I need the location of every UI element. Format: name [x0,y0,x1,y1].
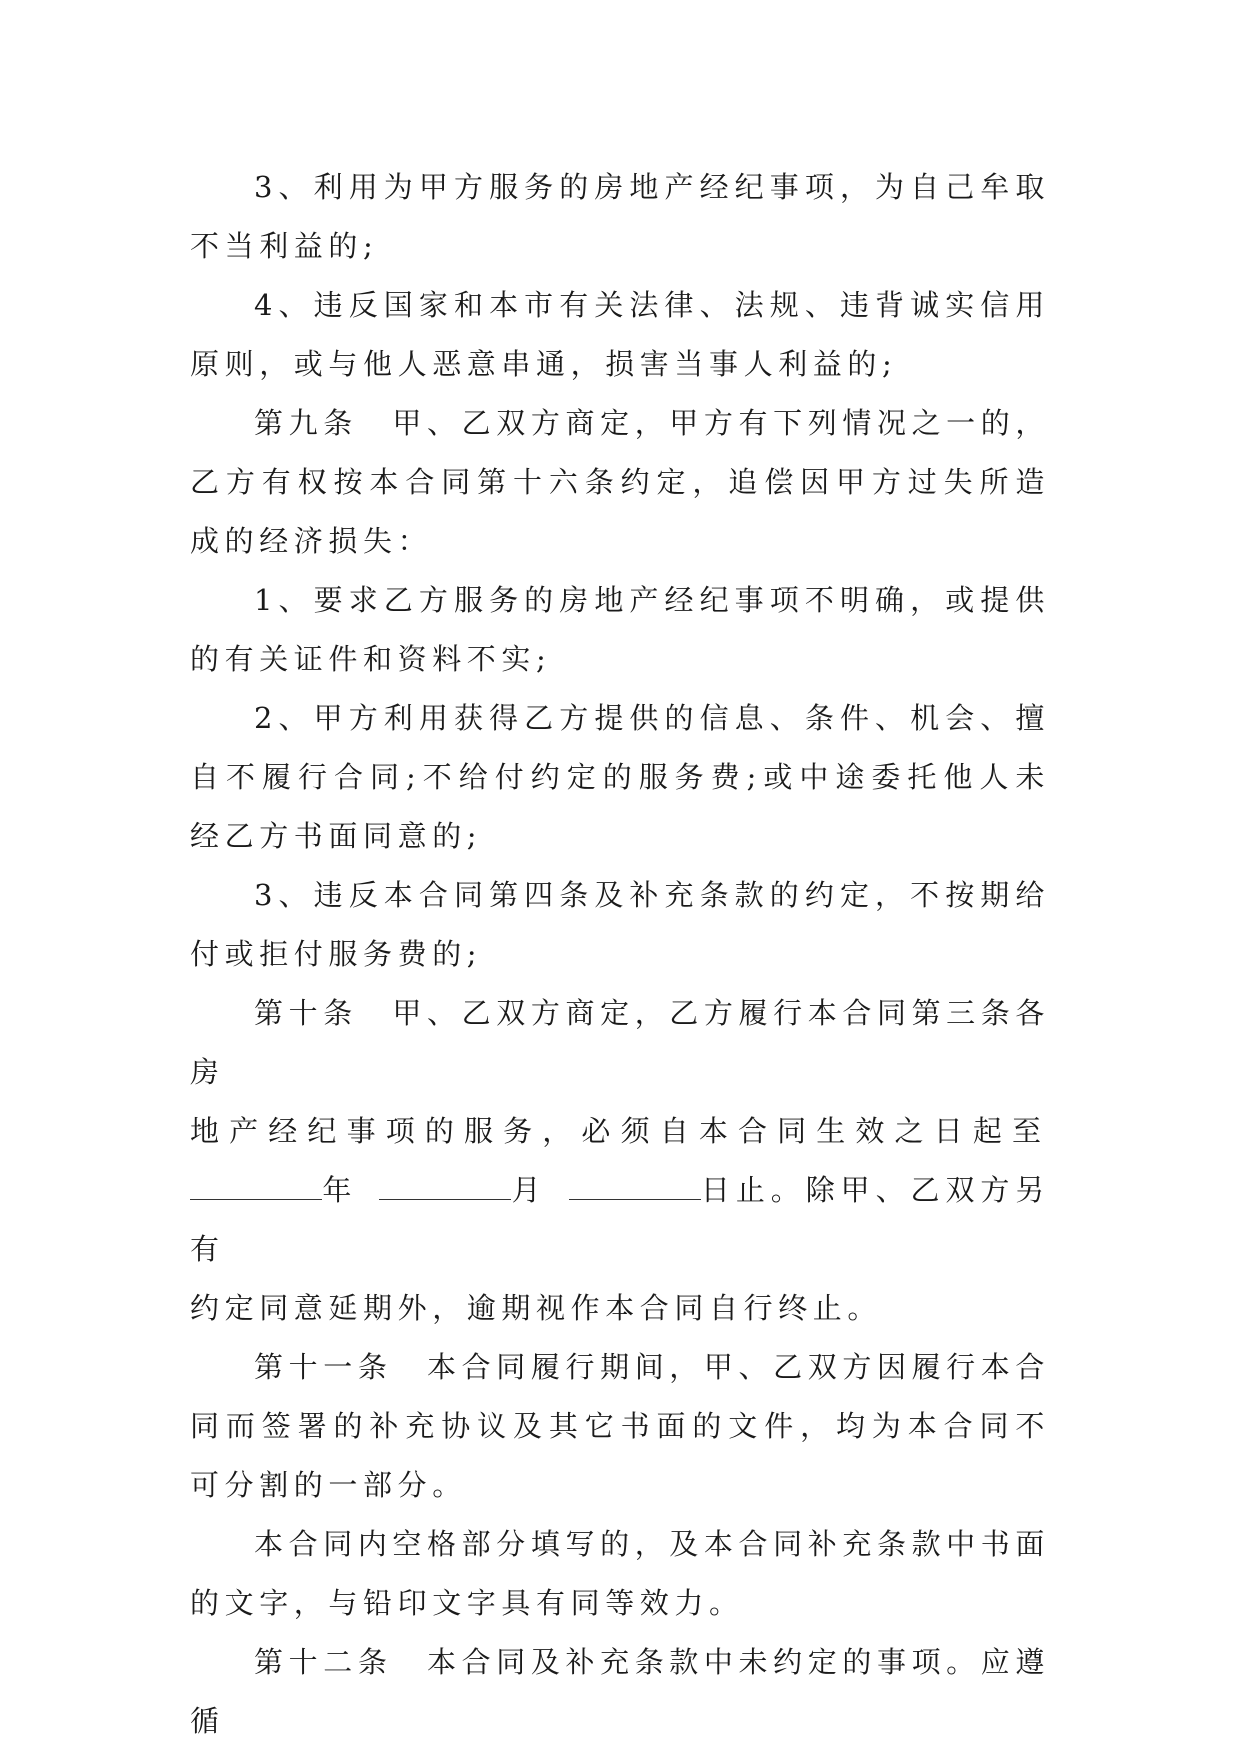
month-blank[interactable] [379,1173,511,1200]
article-10-rest: 约定同意延期外，逾期视作本合同自行终止。 [190,1291,883,1325]
year-blank[interactable] [190,1173,322,1200]
day-blank[interactable] [569,1173,701,1200]
article-10-line2: 地产经纪事项的服务，必须自本合同生效之日起至 [190,1114,1050,1148]
contract-page [190,158,1050,1751]
clause-paragraph: 4、违反国家和本市有关法律、法规、违背诚实信用原则，或与他人恶意串通，损害当事人利益的; [190,288,1050,381]
article-9-paragraph: 第九条 甲、乙双方商定，甲方有下列情况之一的，乙方有权按本合同第十六条约定，追偿因甲方过失所造成的经济损失： [190,406,1050,558]
year-label: 年 [322,1173,358,1207]
clause-paragraph: 3、违反本合同第四条及补充条款的约定，不按期给付或拒付服务费的; [190,878,1050,971]
clause-paragraph: 2、甲方利用获得乙方提供的信息、条件、机会、擅自不履行合同;不给付约定的服务费;或中途委托他人未经乙方书面同意的; [190,701,1050,853]
article-11-paragraph: 第十一条 本合同履行期间，甲、乙双方因履行本合同而签署的补充协议及其它书面的文件，均为本合同不可分割的一部分。 [190,1350,1050,1502]
article-10-date-line [190,1161,1050,1279]
article-10-block [190,984,1050,1338]
article-12-paragraph: 第十二条 本合同及补充条款中未约定的事项。应遵循 [190,1645,1050,1738]
day-label: 日止。除甲、乙双方另有 [190,1173,1050,1266]
month-label: 月 [511,1173,547,1207]
clause-paragraph: 3、利用为甲方服务的房地产经纪事项，为自己牟取不当利益的; [190,170,1050,263]
clause-paragraph: 1、要求乙方服务的房地产经纪事项不明确，或提供的有关证件和资料不实; [190,583,1050,676]
clause-paragraph: 本合同内空格部分填写的，及本合同补充条款中书面的文字，与铅印文字具有同等效力。 [190,1527,1050,1620]
article-10-line1: 第十条 甲、乙双方商定，乙方履行本合同第三条各房 [190,996,1050,1089]
